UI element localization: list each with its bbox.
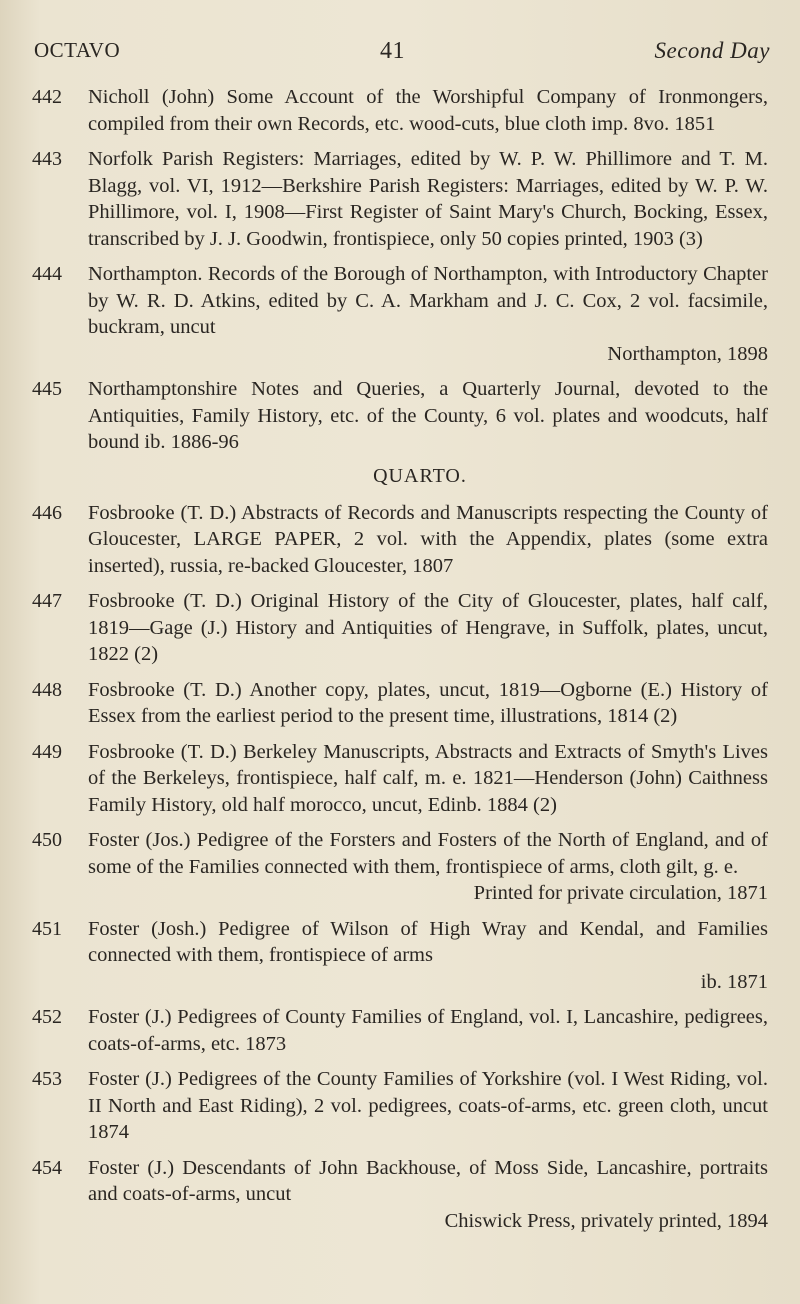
lot-entry [0, 827, 800, 907]
lot-description [88, 739, 768, 819]
section-heading: QUARTO. [373, 464, 467, 487]
lot-description-text: Fosbrooke (T. D.) Berkeley Manuscripts, Abstracts and Extracts of Smyth's Lives of the Berkeleys, frontispiece, half calf, m. e. 1821—Henderson (John) Caithness Family History, old half morocco, uncut, Edinb. 1884 (2) [88, 740, 768, 816]
lot-description [88, 677, 768, 730]
lot-description [88, 500, 768, 580]
lot-number: 442 [32, 86, 62, 108]
lot-description-text: Foster (J.) Pedigrees of County Families of England, vol. I, Lancashire, pedigrees, coats-of-arms, etc. 1873 [88, 1006, 768, 1055]
header-format: OCTAVO [34, 38, 121, 62]
lot-description-text: Fosbrooke (T. D.) Another copy, plates, uncut, 1819—Ogborne (E.) History of Essex from the earliest period to the present time, illustrations, 1814 (2) [88, 678, 768, 727]
lot-number: 452 [32, 1006, 62, 1028]
lot-number: 451 [32, 917, 62, 940]
lot-description-text: Northampton. Records of the Borough of Northampton, with Introductory Chapter by W. R. D. Atkins, edited by C. A. Markham and J. C. Cox, 2 vol. facsimile, buckram, uncut [88, 263, 768, 338]
lot-imprint: Printed for private circulation, 1871 [473, 882, 768, 904]
lot-list [0, 84, 800, 1243]
lot-entry [0, 1004, 800, 1057]
lot-description [88, 916, 768, 996]
lot-entry [0, 916, 800, 996]
lot-description [88, 827, 768, 907]
header-day: Second Day [654, 38, 770, 63]
lot-number: 445 [32, 378, 62, 400]
lot-description [88, 1155, 768, 1235]
lot-entry [0, 376, 800, 456]
lot-number: 447 [32, 590, 62, 612]
lot-entry [0, 84, 800, 137]
lot-entry [0, 588, 800, 668]
lot-number: 454 [32, 1156, 62, 1179]
lot-entry [0, 261, 800, 367]
lot-description [88, 1066, 768, 1146]
lot-description [88, 1004, 768, 1057]
lot-description-text: Foster (Jos.) Pedigree of the Forsters and Fosters of the North of England, and of some of the Families connected with them, frontispiece of arms, cloth gilt, g. e. [88, 829, 768, 878]
lot-number: 449 [32, 740, 62, 763]
lot-description-text: Foster (J.) Pedigrees of the County Families of Yorkshire (vol. I West Riding, vol. II North and East Riding), 2 vol. pedigrees, coats-of-arms, etc. green cloth, uncut 1874 [88, 1068, 768, 1143]
lot-entry [0, 500, 800, 580]
lot-imprint: ib. 1871 [700, 970, 768, 993]
lot-description [88, 261, 768, 367]
lot-number: 443 [32, 148, 62, 170]
lot-description [88, 146, 768, 252]
lot-description-text: Foster (Josh.) Pedigree of Wilson of High Wray and Kendal, and Families connected with them, frontispiece of arms [88, 917, 768, 966]
lot-entry [0, 739, 800, 819]
lot-description-text: Fosbrooke (T. D.) Original History of the City of Gloucester, plates, half calf, 1819—Gage (J.) History and Antiquities of Hengrave, in Suffolk, plates, uncut, 1822 (2) [88, 590, 768, 665]
lot-description-text: Fosbrooke (T. D.) Abstracts of Records and Manuscripts respecting the County of Gloucester, LARGE PAPER, 2 vol. with the Appendix, plates (some extra inserted), russia, re-backed Gloucester, 1807 [88, 501, 768, 577]
lot-number: 453 [32, 1068, 62, 1090]
page-header [34, 30, 770, 70]
lot-description [88, 376, 768, 456]
lot-number: 448 [32, 678, 62, 701]
lot-description-text: Foster (J.) Descendants of John Backhouse, of Moss Side, Lancashire, portraits and coats-of-arms, uncut [88, 1156, 768, 1205]
lot-description [88, 588, 768, 668]
lot-imprint: Chiswick Press, privately printed, 1894 [444, 1209, 768, 1232]
lot-entry [0, 1066, 800, 1146]
lot-number: 444 [32, 263, 62, 285]
page-number: 41 [380, 38, 405, 64]
lot-number: 450 [32, 829, 62, 851]
lot-description-text: Nicholl (John) Some Account of the Worshipful Company of Ironmongers, compiled from their own Records, etc. wood-cuts, blue cloth imp. 8vo. 1851 [88, 86, 768, 135]
lot-description [88, 84, 768, 137]
lot-imprint: Northampton, 1898 [607, 342, 768, 365]
lot-entry [0, 146, 800, 252]
lot-description-text: Northamptonshire Notes and Queries, a Quarterly Journal, devoted to the Antiquities, Family History, etc. of the County, 6 vol. plates and woodcuts, half bound ib. 1886-96 [88, 378, 768, 453]
lot-number: 446 [32, 501, 62, 524]
lot-entry [0, 677, 800, 730]
lot-description-text: Norfolk Parish Registers: Marriages, edited by W. P. W. Phillimore and T. M. Blagg, vol. VI, 1912—Berkshire Parish Registers: Marriages, edited by W. P. W. Phillimore, vol. I, 1908—First Register of Saint Mary's Church, Bocking, Essex, transcribed by J. J. Goodwin, frontispiece, only 50 copies printed, 1903 (3) [88, 148, 768, 250]
lot-entry [0, 1155, 800, 1235]
